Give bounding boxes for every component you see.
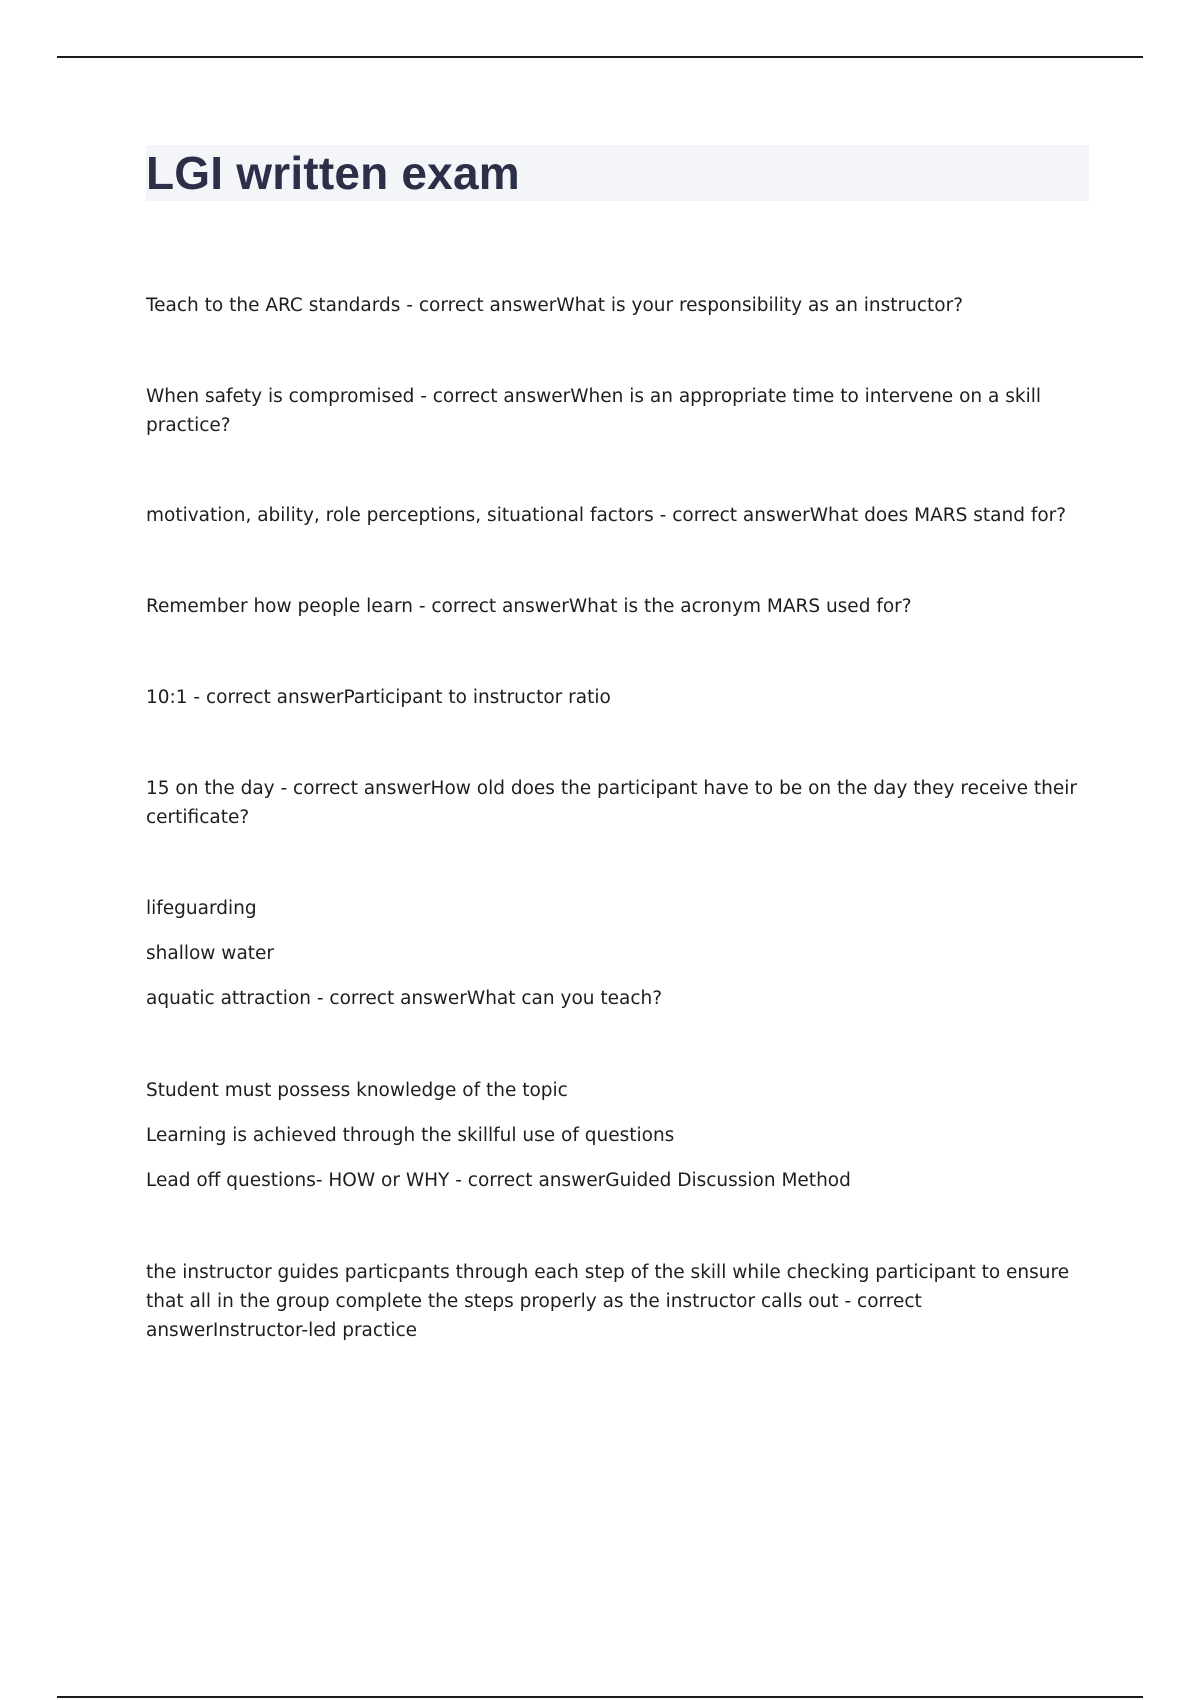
qa-entry-responsibility [146,291,1086,320]
qa-entry-age [146,774,1086,832]
qa-line: motivation, ability, role perceptions, situational factors - correct answerWhat does MARS stand for? [146,505,1067,526]
qa-line: Remember how people learn - correct answerWhat is the acronym MARS used for? [146,596,912,617]
qa-line: Lead off questions- HOW or WHY - correct answerGuided Discussion Method [146,1170,851,1191]
bottom-rule [57,1696,1143,1698]
qa-line: shallow water [146,943,275,964]
document-title: LGI written exam [146,147,520,199]
qa-line: the instructor guides particpants through each step of the skill while checking participant to ensure that all in the group complete the steps properly as the instructor calls out - correct answerInstructor-led practice [146,1262,1070,1341]
qa-line: When safety is compromised - correct answerWhen is an appropriate time to intervene on a skill practice? [146,386,1041,436]
qa-line: 10:1 - correct answerParticipant to instructor ratio [146,687,611,708]
qa-line: 15 on the day - correct answerHow old does the participant have to be on the day they receive their certificate? [146,778,1077,828]
qa-entry-guided-discussion [146,1076,1086,1195]
qa-entry-mars-meaning [146,501,1086,530]
qa-entry-what-to-teach [146,894,1086,1013]
qa-entry-instructor-led [146,1258,1086,1345]
qa-line: Student must possess knowledge of the topic [146,1080,568,1101]
qa-line: aquatic attraction - correct answerWhat can you teach? [146,988,663,1009]
qa-line: Teach to the ARC standards - correct answerWhat is your responsibility as an instructor? [146,295,964,316]
qa-entry-mars-use [146,592,1086,621]
qa-line: Learning is achieved through the skillful use of questions [146,1125,675,1146]
top-rule [57,56,1143,58]
qa-line: lifeguarding [146,898,257,919]
qa-entry-ratio [146,683,1086,712]
qa-entry-intervene [146,382,1086,440]
